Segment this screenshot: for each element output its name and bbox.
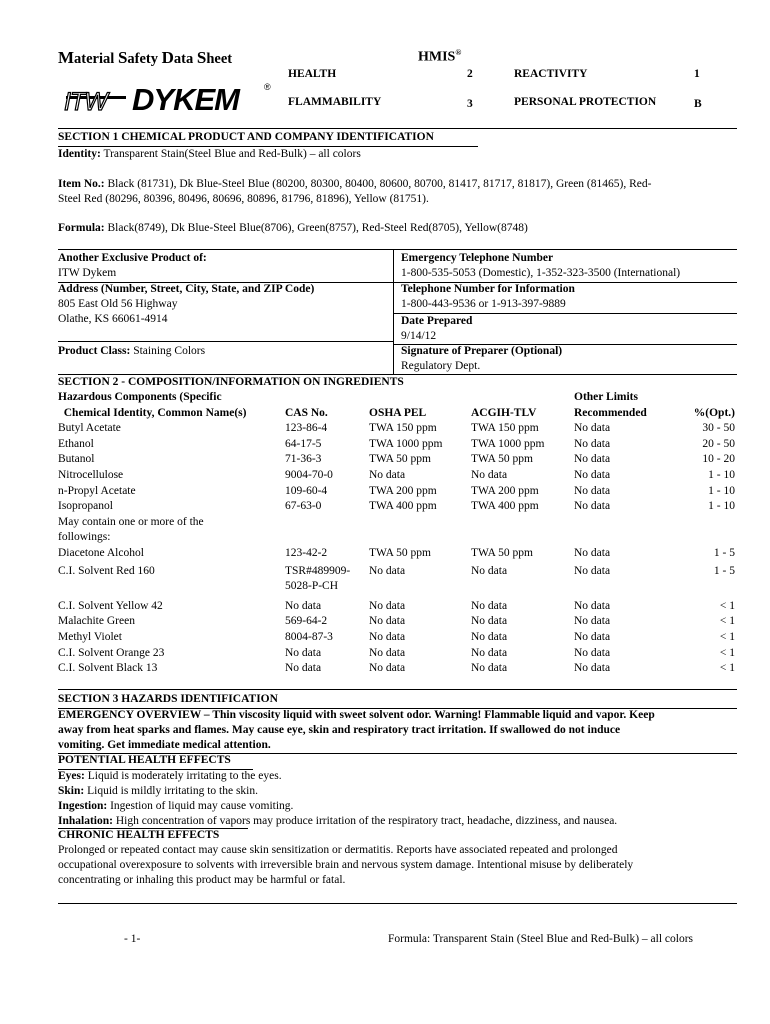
cell-name: C.I. Solvent Black 13	[58, 662, 158, 675]
signature-value: Regulatory Dept.	[401, 360, 481, 372]
reactivity-label: REACTIVITY	[514, 68, 588, 80]
divider	[58, 903, 737, 904]
cell-name: Diacetone Alcohol	[58, 546, 144, 559]
protection-label: PERSONAL PROTECTION	[514, 96, 657, 108]
address-line1: 805 East Old 56 Highway	[58, 298, 178, 310]
cell-other: No data	[574, 646, 611, 659]
cell-acgih: No data	[471, 646, 508, 659]
cell-cas: No data	[285, 646, 322, 659]
cell-name: Nitrocellulose	[58, 468, 124, 481]
divider	[58, 128, 737, 129]
cell-other: No data	[574, 484, 611, 497]
col-header-osha: OSHA PEL	[369, 406, 427, 419]
section2-heading: SECTION 2 - COMPOSITION/INFORMATION ON INGREDIENTS	[58, 376, 404, 388]
cell-name: C.I. Solvent Yellow 42	[58, 599, 163, 612]
item-numbers-line1: Item No.: Black (81731), Dk Blue-Steel Blue (80200, 80300, 80400, 80600, 80700, 81417, 81717, 81817), Green (81465), Red-	[58, 178, 652, 190]
divider	[58, 374, 737, 375]
cell-cas: 569-64-2	[285, 615, 328, 628]
cell-other: No data	[574, 453, 611, 466]
product-class: Product Class: Staining Colors	[58, 345, 206, 357]
chronic-line1: Prolonged or repeated contact may cause skin sensitization or dermatitis. Reports have associated repeated and prolonged	[58, 844, 618, 856]
cell-acgih: No data	[471, 468, 508, 481]
cell-name: C.I. Solvent Orange 23	[58, 646, 165, 659]
column-divider	[393, 249, 394, 374]
cell-osha: No data	[369, 599, 406, 612]
table-row	[58, 595, 735, 615]
cell-acgih: TWA 50 ppm	[471, 546, 533, 559]
may-contain-note: May contain one or more of the followings:	[58, 515, 204, 544]
cell-acgih: No data	[471, 630, 508, 643]
table-row	[58, 562, 735, 595]
cell-pct: < 1	[719, 646, 735, 659]
divider	[393, 313, 737, 314]
document-title: Material Safety Data Sheet	[58, 48, 233, 67]
cell-other: No data	[574, 615, 611, 628]
table-row	[58, 484, 735, 500]
cell-cas: 109-60-4	[285, 484, 328, 497]
col-header-components: Hazardous Components (Specific Chemical Identity, Common Name(s)	[58, 391, 247, 419]
cell-other: No data	[574, 599, 611, 612]
cell-other: No data	[574, 564, 611, 577]
cell-pct: 1 - 10	[708, 500, 735, 513]
cell-name: Butanol	[58, 453, 95, 466]
health-value: 2	[467, 68, 473, 80]
divider	[58, 689, 737, 690]
cell-acgih: TWA 400 ppm	[471, 500, 539, 513]
cell-other: No data	[574, 468, 611, 481]
potential-effects-heading: POTENTIAL HEALTH EFFECTS	[58, 754, 231, 766]
col-header-pct: %(Opt.)	[693, 406, 735, 419]
cell-pct: 1 - 5	[713, 564, 735, 577]
cell-acgih: No data	[471, 662, 508, 675]
chronic-effects-heading: CHRONIC HEALTH EFFECTS	[58, 829, 220, 841]
cell-other: No data	[574, 546, 611, 559]
cell-acgih: TWA 1000 ppm	[471, 437, 545, 450]
cell-pct: 1 - 10	[708, 484, 735, 497]
cell-acgih: TWA 50 ppm	[471, 453, 533, 466]
hmis-label: HMIS®	[418, 48, 462, 65]
reactivity-value: 1	[694, 68, 700, 80]
identity-line: Identity: Transparent Stain(Steel Blue and Red-Bulk) – all colors	[58, 148, 361, 160]
col-header-cas: CAS No.	[285, 406, 328, 419]
cell-osha: TWA 50 ppm	[369, 546, 431, 559]
ingredients-table	[58, 390, 735, 677]
flammability-value: 3	[467, 98, 473, 110]
cell-pct: < 1	[719, 630, 735, 643]
info-phone-label: Telephone Number for Information	[401, 283, 575, 295]
cell-other: No data	[574, 437, 611, 450]
cell-pct: 1 - 5	[713, 546, 735, 559]
cell-name: Methyl Violet	[58, 630, 122, 643]
logo-registered-mark: ®	[264, 82, 271, 92]
chronic-line3: concentrating or inhaling this product may be harmful or fatal.	[58, 874, 346, 886]
chronic-line2: occupational overexposure to solvents with irreversible brain and nervous system damage. Intentional misuse by deliberately	[58, 859, 634, 871]
cell-osha: No data	[369, 630, 406, 643]
another-product-label: Another Exclusive Product of:	[58, 252, 207, 264]
cell-cas: No data	[285, 599, 322, 612]
cell-cas: 64-17-5	[285, 437, 322, 450]
cell-osha: TWA 50 ppm	[369, 453, 431, 466]
cell-pct: < 1	[719, 662, 735, 675]
col-header-other: Other Limits Recommended	[574, 391, 647, 419]
cell-pct: 20 - 50	[702, 437, 735, 450]
cell-cas: 9004-70-0	[285, 468, 333, 481]
emergency-phone-label: Emergency Telephone Number	[401, 252, 554, 264]
table-row	[58, 661, 735, 677]
cell-other: No data	[574, 630, 611, 643]
cell-osha: TWA 150 ppm	[369, 422, 437, 435]
cell-acgih: No data	[471, 599, 508, 612]
item-numbers-line2: Steel Red (80296, 80396, 80496, 80696, 80896, 81796, 81896), Yellow (81751).	[58, 193, 429, 205]
cell-acgih: TWA 150 ppm	[471, 422, 539, 435]
emergency-overview-line1: EMERGENCY OVERVIEW – Thin viscosity liquid with sweet solvent odor. Warning! Flammable liquid and vapor. Keep	[58, 709, 655, 721]
page-number: - 1-	[124, 933, 141, 945]
cell-osha: No data	[369, 615, 406, 628]
cell-pct: 10 - 20	[702, 453, 735, 466]
divider	[58, 146, 478, 147]
inhalation-line: Inhalation: High concentration of vapors may produce irritation of the respiratory tract, headache, dizziness, and nausea.	[58, 815, 618, 827]
cell-acgih: No data	[471, 564, 508, 577]
logo-dykem-text: DYKEM	[132, 82, 239, 117]
section3-heading: SECTION 3 HAZARDS IDENTIFICATION	[58, 693, 278, 705]
cell-osha: TWA 200 ppm	[369, 484, 437, 497]
divider	[58, 341, 393, 342]
cell-name: Isopropanol	[58, 500, 113, 513]
health-label: HEALTH	[288, 68, 337, 80]
cell-cas: 8004-87-3	[285, 630, 333, 643]
flammability-label: FLAMMABILITY	[288, 96, 382, 108]
cell-osha: TWA 1000 ppm	[369, 437, 443, 450]
cell-osha: No data	[369, 468, 406, 481]
cell-osha: No data	[369, 564, 406, 577]
table-row	[58, 468, 735, 484]
divider	[58, 249, 737, 250]
may-contain-row	[58, 515, 735, 546]
formula-line: Formula: Black(8749), Dk Blue-Steel Blue(8706), Green(8757), Red-Steel Red(8705), Yellow(8748)	[58, 222, 528, 234]
ingestion-line: Ingestion: Ingestion of liquid may cause vomiting.	[58, 800, 294, 812]
signature-label: Signature of Preparer (Optional)	[401, 345, 563, 357]
table-row	[58, 614, 735, 630]
cell-cas: 123-86-4	[285, 422, 328, 435]
table-header-row	[58, 390, 735, 421]
table-row	[58, 437, 735, 453]
cell-name: Butyl Acetate	[58, 422, 121, 435]
table-row	[58, 452, 735, 468]
cell-other: No data	[574, 662, 611, 675]
cell-pct: < 1	[719, 615, 735, 628]
emergency-overview-line3: vomiting. Get immediate medical attention.	[58, 739, 271, 751]
cell-acgih: TWA 200 ppm	[471, 484, 539, 497]
footer-formula: Formula: Transparent Stain (Steel Blue and Red-Bulk) – all colors	[388, 933, 694, 945]
table-row	[58, 630, 735, 646]
skin-line: Skin: Liquid is mildly irritating to the skin.	[58, 785, 258, 797]
cell-pct: < 1	[719, 599, 735, 612]
cell-cas: No data	[285, 662, 322, 675]
cell-cas: 123-42-2	[285, 546, 328, 559]
info-phone-value: 1-800-443-9536 or 1-913-397-9889	[401, 298, 566, 310]
logo-itw-text: ITW	[64, 88, 107, 116]
table-row	[58, 546, 735, 562]
cell-name: C.I. Solvent Red 160	[58, 564, 155, 577]
eyes-line: Eyes: Liquid is moderately irritating to the eyes.	[58, 770, 282, 782]
table-row	[58, 421, 735, 437]
cell-name: Malachite Green	[58, 615, 135, 628]
address-label: Address (Number, Street, City, State, and ZIP Code)	[58, 283, 315, 295]
cell-cas: 71-36-3	[285, 453, 322, 466]
cell-osha: No data	[369, 662, 406, 675]
cell-other: No data	[574, 422, 611, 435]
emergency-overview-line2: away from heat sparks and flames. May cause eye, skin and respiratory tract irritation. If swallowed do not induce	[58, 724, 621, 736]
protection-value: B	[694, 98, 702, 110]
cell-acgih: No data	[471, 615, 508, 628]
another-product-value: ITW Dykem	[58, 267, 117, 279]
date-prepared-value: 9/14/12	[401, 330, 437, 342]
cell-other: No data	[574, 500, 611, 513]
table-row	[58, 499, 735, 515]
cell-cas: TSR#489909- 5028-P-CH	[285, 564, 351, 593]
cell-osha: No data	[369, 646, 406, 659]
emergency-phone-value: 1-800-535-5053 (Domestic), 1-352-323-3500 (International)	[401, 267, 681, 279]
address-line2: Olathe, KS 66061-4914	[58, 313, 168, 325]
itw-dykem-logo	[64, 82, 274, 116]
cell-name: n-Propyl Acetate	[58, 484, 136, 497]
cell-osha: TWA 400 ppm	[369, 500, 437, 513]
cell-pct: 30 - 50	[702, 422, 735, 435]
cell-cas: 67-63-0	[285, 500, 322, 513]
date-prepared-label: Date Prepared	[401, 315, 473, 327]
section1-heading: SECTION 1 CHEMICAL PRODUCT AND COMPANY IDENTIFICATION	[58, 131, 434, 143]
col-header-acgih: ACGIH-TLV	[471, 406, 537, 419]
cell-pct: 1 - 10	[708, 468, 735, 481]
table-row	[58, 646, 735, 662]
cell-name: Ethanol	[58, 437, 94, 450]
